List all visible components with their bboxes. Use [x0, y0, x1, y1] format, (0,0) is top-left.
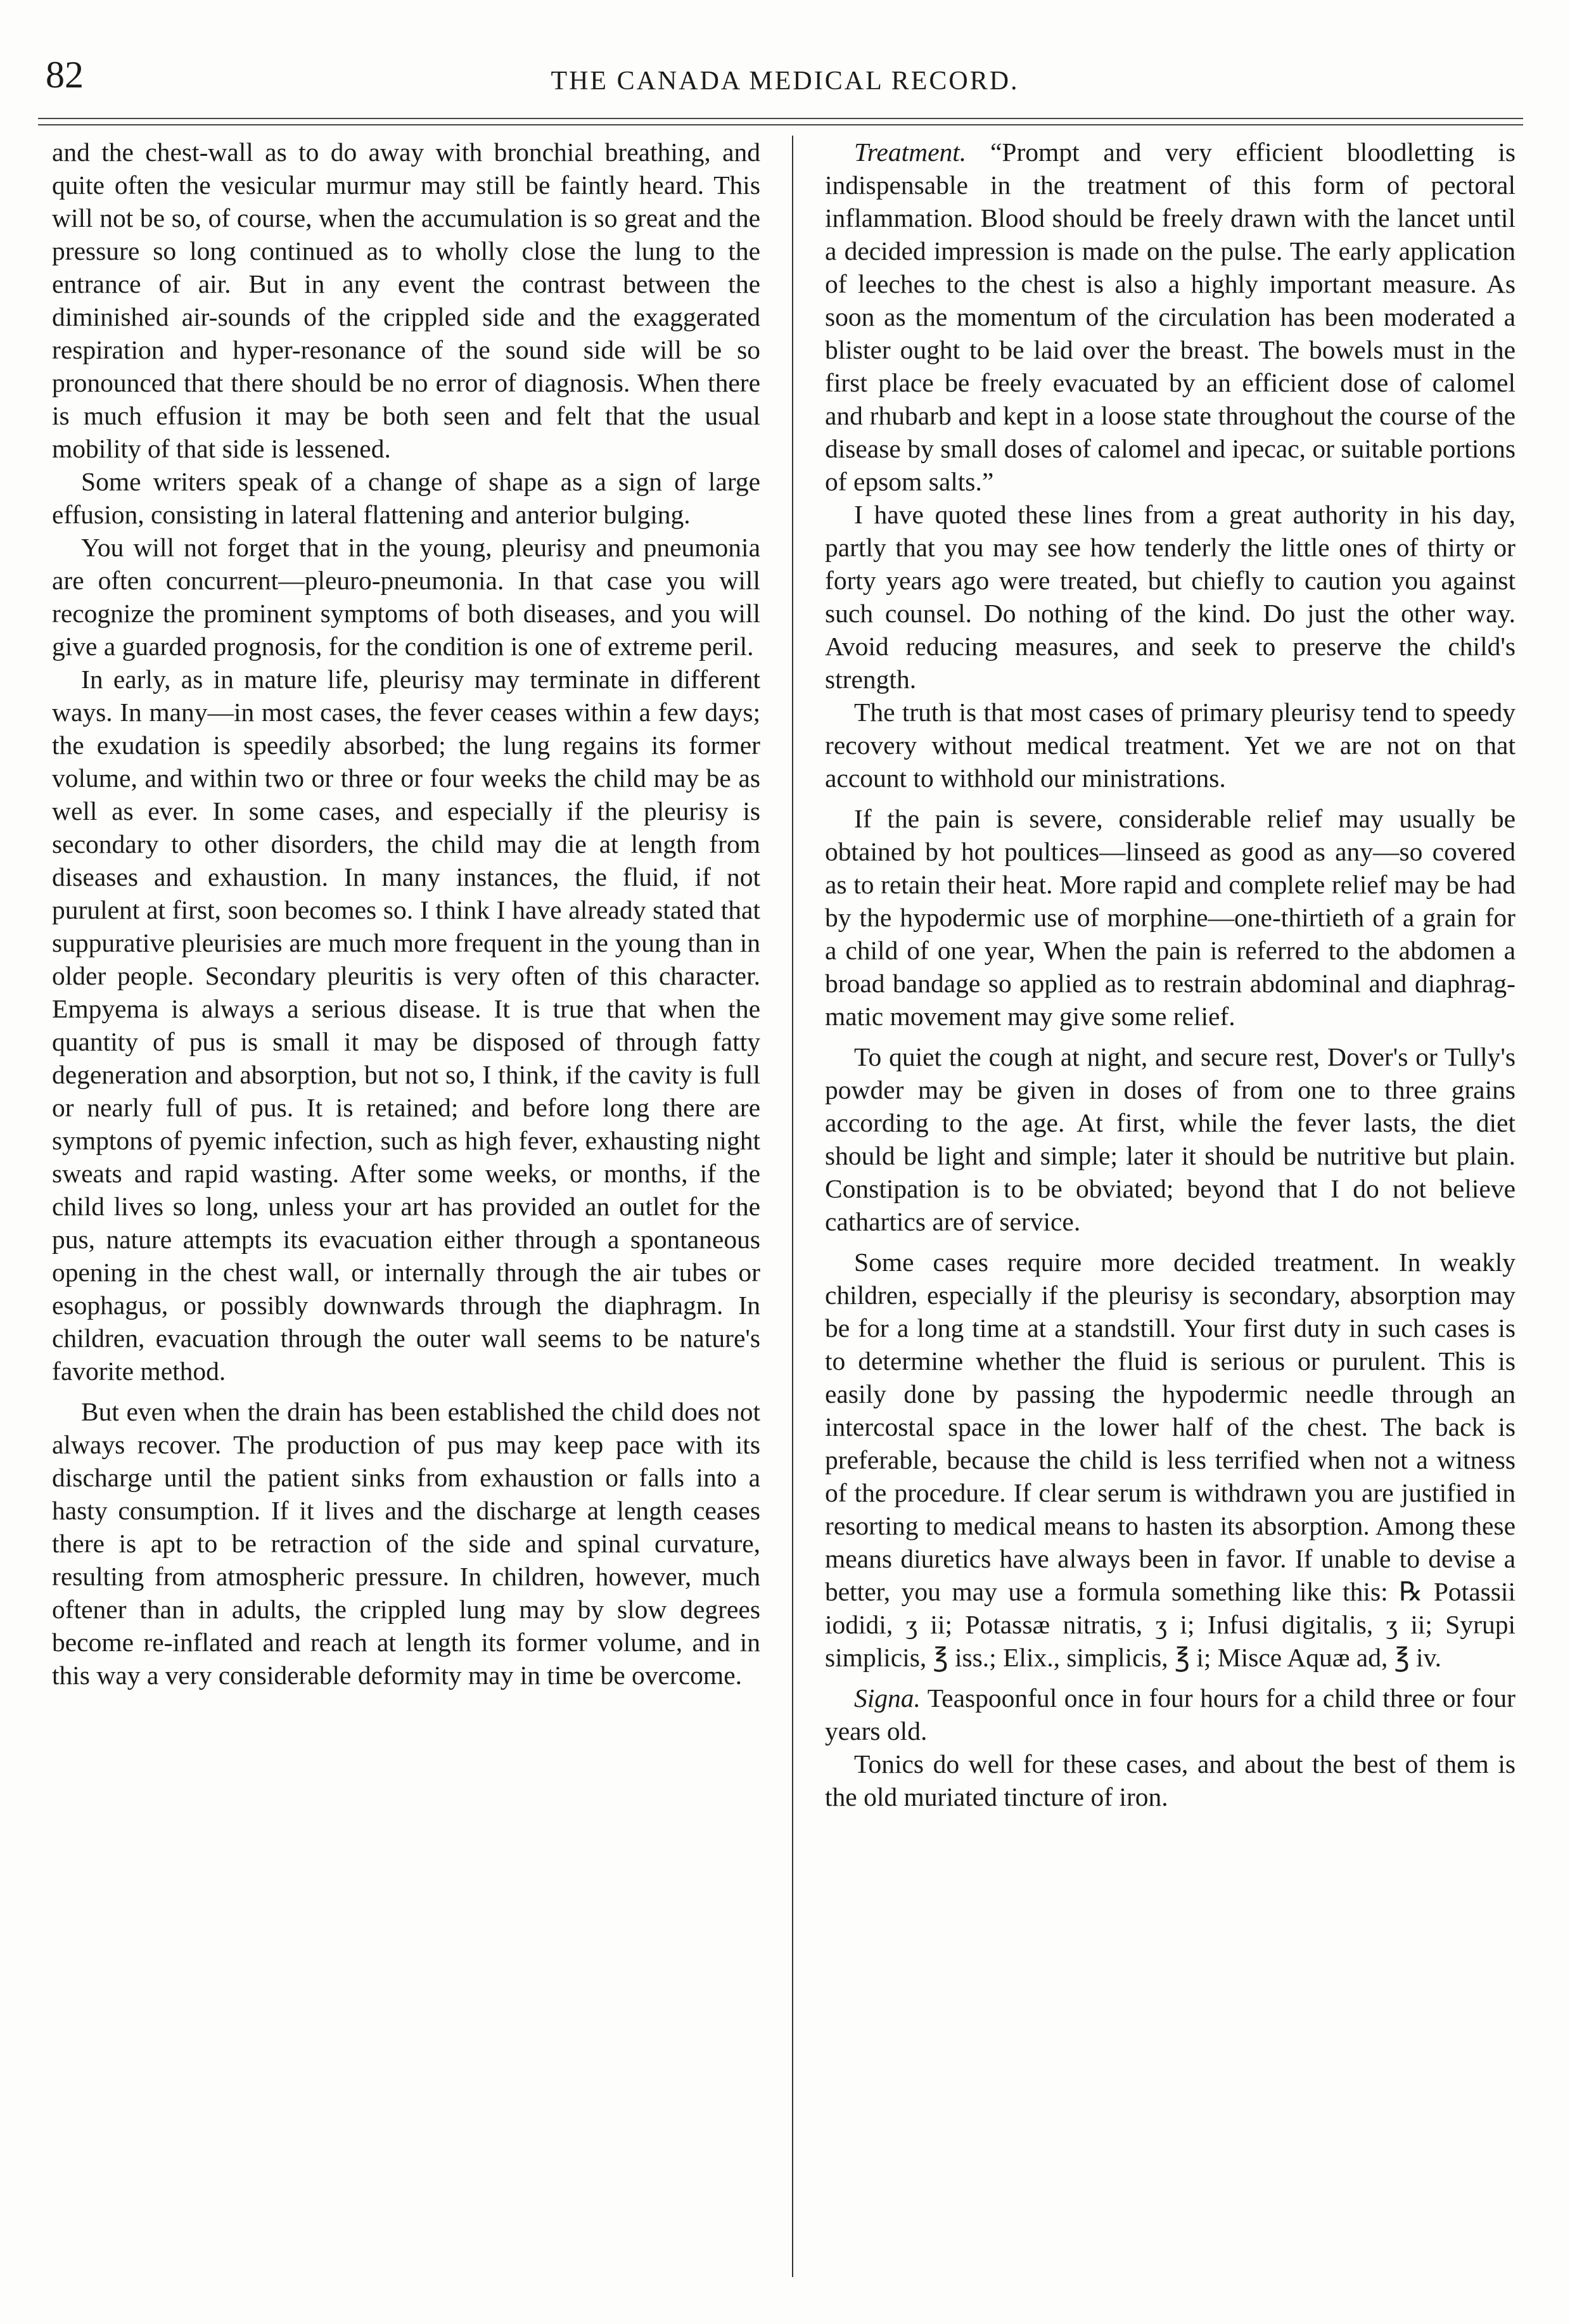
right-paragraph-7 — [825, 1682, 1516, 1747]
header-rule-top — [38, 118, 1523, 119]
left-paragraph-4: In early, as in mature life, pleurisy may terminate in different ways. In many—in most cases, the fever ceases within a few days; the exudation is speedily absorbed; the lung regains its former volume, and within two or three or four weeks the child may be as well as ever. In some cases, and especially if the pleurisy is secondary to other disorders, the child may die at length from diseases and exhaustion. In many instances, the fluid, if not purulent at first, soon becomes so. I think I have already stated that suppurative pleurisies are much more frequent in the young than in older people. Secondary pleuritis is very often of this character. Empyema is always a serious disease. It is true that when the quantity of pus is small it may be disposed of through fatty degeneration and absorption, but not so, I think, if the cavity is full or nearly full of pus. It is retained; and before long there are symptons of pyemic infection, such as high fever, exhausting night sweats and rapid wasting. After some weeks, or months, if the child lives so long, unless your art has provided an outlet for the pus, nature attempts its evacuation either through a spontaneous opening in the chest wall, or internally through the air tubes or esophagus, or possibly downwards through the diaphragm. In children, evacuation through the outer wall seems to be nature's favorite method. — [52, 665, 760, 1386]
left-paragraph-3: You will not forget that in the young, pleurisy and pneumonia are often concurrent—pleuro-pneumonia. In that case you will recognize the prominent symptoms of both diseases, and you will give a guarded prognosis, for the condition is one of extreme peril. — [52, 533, 760, 661]
left-paragraph-1: and the chest-wall as to do away with bronchial breathing, and quite often the vesicular murmur may still be faintly heard. This will not be so, of course, when the accumulation is so great and the pressure so long continued as to wholly close the lung to the entrance of air. But in any event the contrast between the diminished air-sounds of the crippled side and the exaggerated respiration and hyper-resonance of the sound side will be so pronounced that there should be no error of diagnosis. When there is much effusion it may be both seen and felt that the usual mobility of that side is lessened. — [52, 137, 760, 463]
treatment-quote: “Prompt and very efficient bloodletting is indispensable in the treatment of this form of pectoral inflammation. Blood should be freely drawn with the lancet until a decided impression is made on the pulse. The early application of leeches to the chest is also a highly important measure. As soon as the momentum of the circulation has been moderated a blister ought to be laid over the breast. The bowels must in the first place be freely evacuated by an efficient dose of calomel and rhubarb and kept in a loose state throughout the course of the disease by small doses of calomel and ipecac, or suitable portions of epsom salts.” — [825, 137, 1516, 496]
signa-heading: Signa. — [854, 1683, 921, 1713]
header-rule-bottom — [38, 124, 1523, 125]
right-paragraph-6: Some cases require more decided treatment. In weakly children, especially if the pleurisy is secondary, absorption may be for a long time at a standstill. Your first duty in such cases is to determine whether the fluid is serious or purulent. This is easily done by passing the hypodermic needle through an intercostal space in the lower half of the chest. The back is preferable, because the child is less terrified when not a witness of the procedure. If clear serum is withdrawn you are justified in resorting to medical means to hasten its absorption. Among these means diuretics have always been in favor. If unable to devise a better, you may use a formula something like this: ℞ Potassii iodidi, ʒ ii; Potassæ nitratis, ʒ i; Infusi digitalis, ʒ ii; Syrupi simplicis, ℥ iss.; Elix., simplicis, ℥ i; Misce Aquæ ad, ℥ iv. — [825, 1248, 1516, 1672]
right-paragraph-8: Tonics do well for these cases, and about the best of them is the old muriated tincture of iron. — [825, 1749, 1516, 1811]
running-head: THE CANADA MEDICAL RECORD. — [551, 67, 1019, 96]
right-column — [825, 136, 1516, 1813]
right-paragraph-3: The truth is that most cases of primary pleurisy tend to speedy recovery without medical treatment. Yet we are not on that account to withhold our ministrations. — [825, 698, 1516, 793]
right-paragraph-1 — [825, 136, 1516, 498]
left-paragraph-5: But even when the drain has been established the child does not always recover. The production of pus may keep pace with its discharge until the patient sinks from exhaustion or falls into a hasty consumption. If it lives and the discharge at length ceases there is apt to be retraction of the side and spinal curvature, resulting from atmospheric pressure. In children, however, much oftener than in adults, the crippled lung may by slow degrees become re-inflated and reach at length its former volume, and in this way a very considerable deformity may in time be overcome. — [52, 1397, 760, 1690]
right-paragraph-2: I have quoted these lines from a great authority in his day, partly that you may see how tenderly the little ones of thirty or forty years ago were treated, but chiefly to caution you against such counsel. Do nothing of the kind. Do just the other way. Avoid reducing measures, and seek to preserve the child's strength. — [825, 500, 1516, 694]
right-paragraph-4: If the pain is severe, considerable relief may usually be obtained by hot poultices—linseed as good as any—so covered as to retain their heat. More rapid and complete relief may be had by the hypodermic use of morphine—one-thirtieth of a grain for a child of one year, When the pain is referred to the abdomen a broad bandage so applied as to restrain abdominal and diaphragmatic movement may give some relief. — [825, 804, 1516, 1031]
left-paragraph-2: Some writers speak of a change of shape as a sign of large effusion, consisting in lateral flattening and anterior bulging. — [52, 467, 760, 529]
page-number: 82 — [46, 54, 84, 96]
treatment-heading: Treatment. — [854, 137, 967, 167]
column-divider — [792, 136, 793, 2277]
signa-text: Teaspoonful once in four hours for a child three or four years old. — [825, 1683, 1516, 1746]
right-paragraph-5: To quiet the cough at night, and secure rest, Dover's or Tully's powder may be given in doses of from one to three grains according to the age. At first, while the fever lasts, the diet should be light and simple; later it should be nutritive but plain. Constipation is to be obviated; beyond that I do not believe cathartics are of service. — [825, 1042, 1516, 1236]
left-column — [52, 136, 760, 1692]
